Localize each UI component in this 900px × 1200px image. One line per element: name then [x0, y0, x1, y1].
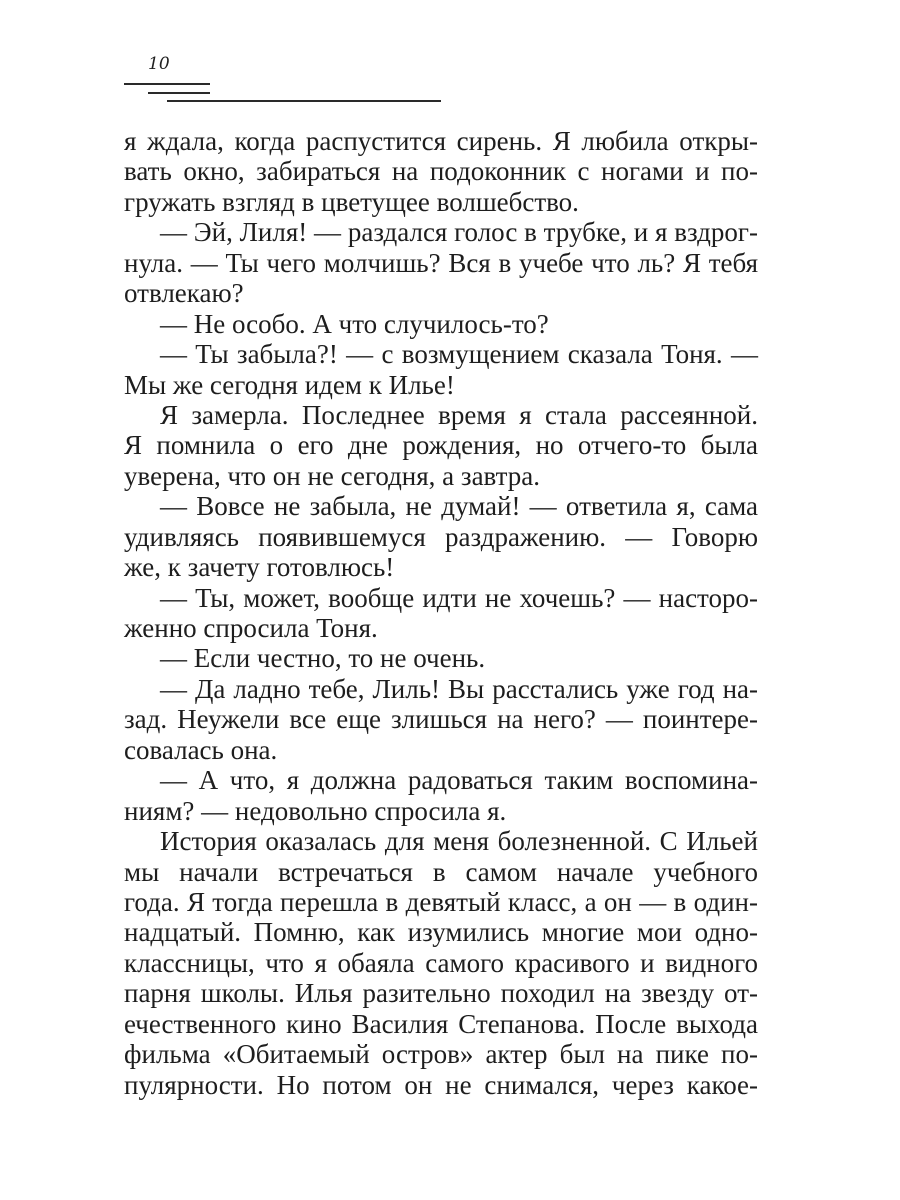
text-line: уверена, что он не сегодня, а завтра.: [124, 460, 540, 491]
text-line: женно спросила Тоня.: [124, 613, 378, 643]
text-line: — Ты забыла?! — с возмущением сказала Тоня. —: [160, 339, 758, 370]
header-rule-shorter: [148, 92, 210, 94]
text-line: парня школы. Илья разительно походил на звезду от-: [124, 978, 758, 1009]
header-rule-long: [167, 100, 441, 102]
paragraph: [124, 400, 758, 491]
text-line: ниям? — недовольно спросила я.: [124, 795, 507, 826]
text-line: — Не особо. А что случилось-то?: [160, 308, 549, 339]
paragraph: [124, 309, 758, 339]
text-line: фильма «Обитаемый остров» актер был на пике по-: [124, 1039, 758, 1070]
body-text: [124, 126, 758, 1100]
paragraph: [124, 674, 758, 765]
header-rule-short: [124, 83, 210, 85]
text-line: — Эй, Лиля! — раздался голос в трубке, и я вздрог-: [160, 217, 758, 248]
paragraph: [124, 126, 758, 217]
text-line: — Если честно, то не очень.: [160, 643, 486, 674]
paragraph: [124, 765, 758, 826]
paragraph: [124, 826, 758, 1100]
text-line: ечественного кино Василия Степанова. После выхода: [124, 1008, 758, 1039]
text-line: пулярности. Но потом он не снимался, через какое-: [124, 1069, 758, 1100]
text-line: вать окно, забираться на подоконник с ногами и по-: [124, 156, 758, 187]
text-line: История оказалась для меня болезненной. С Ильей: [160, 826, 758, 857]
text-line: же, к зачету готовлюсь!: [124, 552, 395, 583]
text-line: — Вовсе не забыла, не думай! — ответила я, сама: [160, 491, 758, 522]
text-line: — А что, я должна радоваться таким воспомина-: [160, 765, 758, 796]
text-line: — Да ладно тебе, Лиль! Вы расстались уже год на-: [160, 673, 758, 704]
text-line: совалась она.: [124, 734, 278, 765]
text-line: — Ты, может, вообще идти не хочешь? — насторо-: [160, 582, 758, 613]
text-line: я ждала, когда распустится сирень. Я любила откры-: [124, 126, 758, 156]
paragraph: [124, 339, 758, 400]
text-line: Я помнила о его дне рождения, но отчего-то была: [124, 430, 758, 461]
text-line: удивляясь появившемуся раздражению. — Говорю: [124, 521, 758, 552]
paragraph: [124, 643, 758, 673]
paragraph: [124, 491, 758, 582]
text-line: надцатый. Помню, как изумились многие мои одно-: [124, 917, 758, 948]
text-line: зад. Неужели все еще злишься на него? — поинтере-: [124, 704, 758, 735]
page-number: 10: [148, 54, 170, 74]
text-line: мы начали встречаться в самом начале учебного: [124, 856, 758, 887]
text-line: отвлекаю?: [124, 278, 244, 309]
paragraph: [124, 217, 758, 308]
text-line: классницы, что я обаяла самого красивого и видного: [124, 947, 758, 978]
text-line: года. Я тогда перешла в девятый класс, а он — в один-: [124, 886, 758, 917]
text-line: Мы же сегодня идем к Илье!: [124, 369, 455, 400]
text-line: нула. — Ты чего молчишь? Вся в учебе что ль? Я тебя: [124, 247, 758, 278]
text-line: Я замерла. Последнее время я стала рассеянной.: [160, 399, 758, 430]
text-line: гружать взгляд в цветущее волшебство.: [124, 186, 579, 217]
paragraph: [124, 583, 758, 644]
